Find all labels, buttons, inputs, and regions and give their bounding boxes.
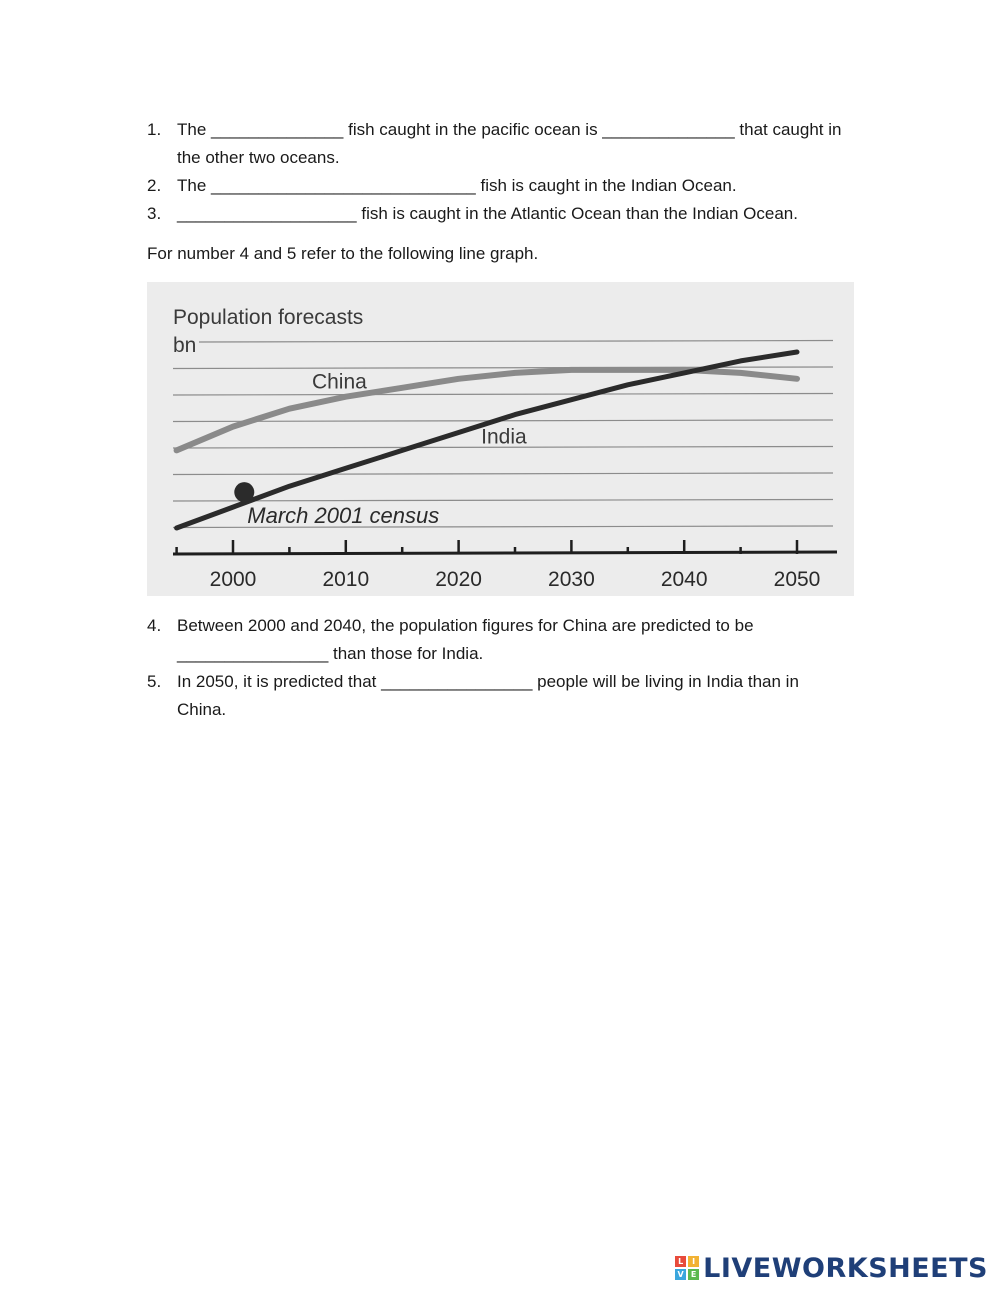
x-tick-label: 2020 <box>435 568 482 591</box>
question-text-line: ___________________ fish is caught in the Atlantic Ocean than the Indian Ocean. <box>177 204 798 223</box>
question-number: 1. <box>147 120 162 139</box>
question-text-line: the other two oceans. <box>177 148 340 167</box>
question-2 <box>147 172 907 200</box>
gridline <box>199 341 833 343</box>
logo-badge-letter: I <box>688 1256 699 1267</box>
logo-wordmark: LIVEWORKSHEETS <box>703 1252 988 1284</box>
india-series-label: India <box>481 425 527 449</box>
chart-title: Population forecasts <box>173 306 364 329</box>
x-tick-label: 2050 <box>773 568 821 591</box>
logo-badge-letter: L <box>675 1256 686 1267</box>
question-text-line: China. <box>177 700 227 719</box>
population-line-chart <box>147 282 854 596</box>
question-3 <box>147 200 907 228</box>
chart-svg <box>147 282 854 596</box>
question-text-line: ________________ than those for India. <box>177 644 484 663</box>
gridline <box>173 367 833 369</box>
gridline <box>173 500 833 502</box>
gridline <box>173 473 833 475</box>
chart-intro-text: For number 4 and 5 refer to the following line graph. <box>147 244 539 263</box>
chart-y-unit-label: bn <box>173 334 197 357</box>
liveworksheets-logo <box>675 1250 988 1286</box>
x-tick-label: 2040 <box>660 568 708 591</box>
x-tick-label: 2010 <box>322 568 370 591</box>
census-marker <box>234 482 254 502</box>
question-number: 2. <box>147 176 162 195</box>
logo-badge-letter: V <box>675 1269 686 1280</box>
question-number: 4. <box>147 616 162 635</box>
x-axis-line <box>173 552 837 554</box>
question-5 <box>147 668 907 724</box>
questions-part-1 <box>147 116 907 228</box>
census-annotation: March 2001 census <box>247 503 440 529</box>
logo-badge-letter: E <box>688 1269 699 1280</box>
question-text-line: The ______________ fish caught in the pacific ocean is ______________ that caught in <box>177 120 842 139</box>
china-series-label: China <box>311 370 367 394</box>
question-number: 5. <box>147 672 162 691</box>
question-1 <box>147 116 907 172</box>
chart-x-axis <box>173 540 837 591</box>
questions-part-2 <box>147 612 907 724</box>
question-text-line: The ____________________________ fish is caught in the Indian Ocean. <box>177 176 737 195</box>
gridline <box>173 394 833 396</box>
x-tick-label: 2000 <box>209 568 257 591</box>
logo-badge <box>675 1256 699 1280</box>
x-tick-label: 2030 <box>548 568 595 591</box>
question-text-line: In 2050, it is predicted that ________________ people will be living in India than in <box>177 672 799 691</box>
question-4 <box>147 612 907 668</box>
question-text-line: Between 2000 and 2040, the population figures for China are predicted to be <box>177 616 754 635</box>
question-number: 3. <box>147 204 162 223</box>
